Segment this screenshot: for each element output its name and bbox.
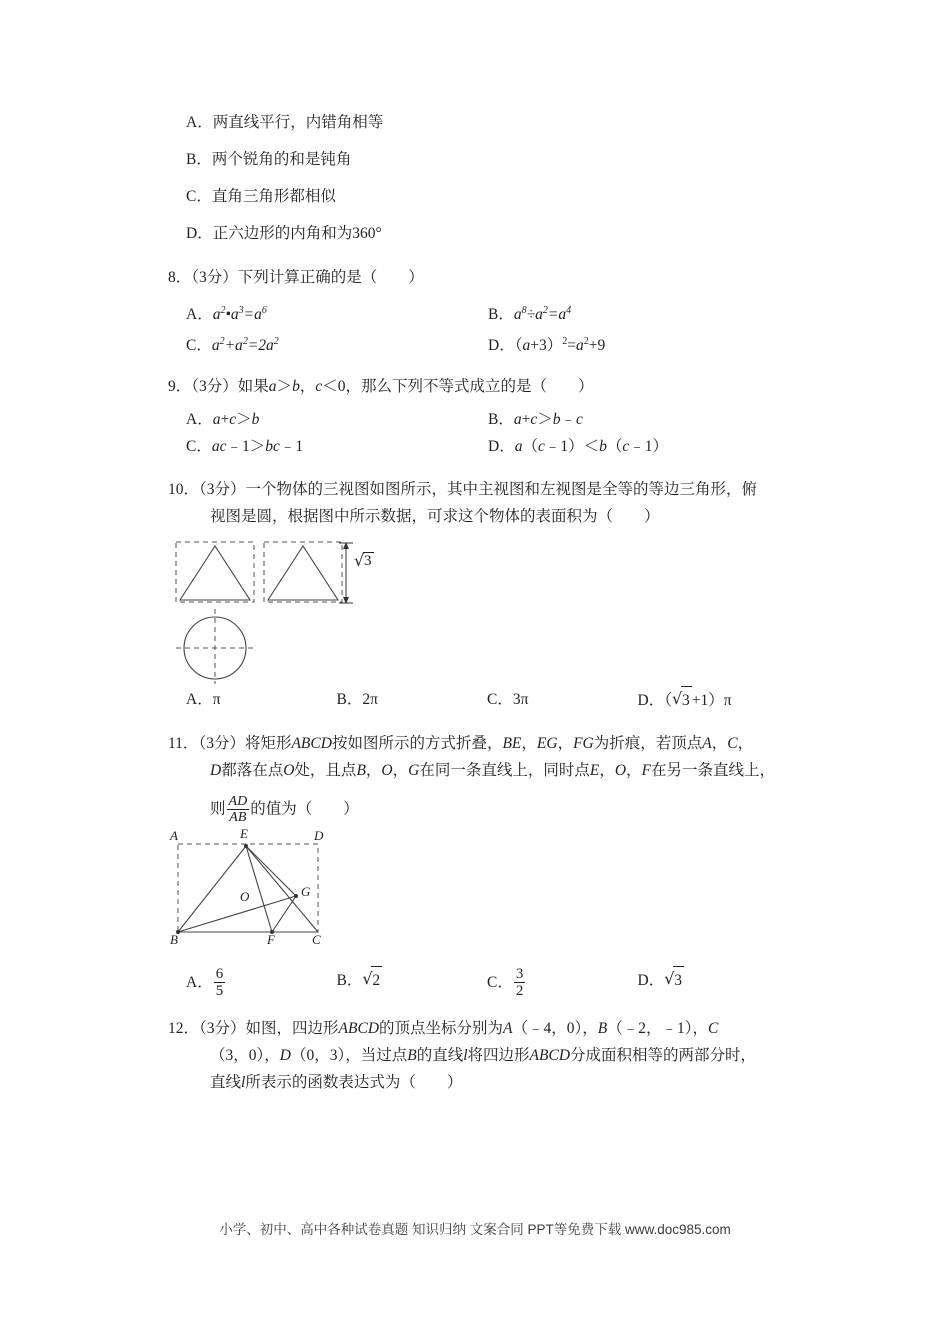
q11-score: （3分） [198, 735, 245, 753]
q8-option-a-label: A． [186, 306, 213, 324]
q9-options-row-2 [168, 433, 788, 460]
q10-option-b: B．2π [336, 691, 378, 709]
q11-label-A: A [170, 827, 178, 843]
q7-option-b: B．两个锐角的和是钝角 [186, 151, 352, 168]
q9-stem-text: 如果a＞b，c＜0，那么下列不等式成立的是（ ） [237, 378, 594, 396]
q10-option-a: A．π [186, 691, 221, 709]
q8-option-a-expr: $a^2•a^3=a^6$ [212, 305, 267, 324]
q10-stem-text-1: 一个物体的三视图如图所示，其中主视图和左视图是全等的等边三角形，俯 [245, 481, 758, 499]
q8-option-d [488, 328, 788, 359]
q9-score: （3分） [191, 378, 238, 396]
q8-options-row-2 [168, 328, 788, 359]
q11-label-E: E [240, 825, 248, 841]
question-12 [168, 1015, 788, 1096]
q10-stem-line-2: 视图是圆，根据图中所示数据，可求这个物体的表面积为（ ） [210, 508, 660, 526]
q9-option-c: C．ac﹣1＞bc﹣1 [186, 438, 304, 456]
q8-options-row-1 [168, 297, 788, 328]
q11-option-b: B． √ 2 [337, 966, 488, 999]
q11-label-B: B [170, 931, 178, 947]
q7-option-d: D．正六边形的内角和为360° [186, 225, 382, 242]
q10-number: 10． [168, 481, 200, 499]
question-7-options [168, 104, 788, 252]
q8-option-d-label: D． [488, 337, 515, 355]
q8-score: （3分） [191, 269, 238, 286]
q12-stem-line-2: （3，0），D（0，3），当过点B的直线l将四边形ABCD分成面积相等的两部分时， [210, 1046, 757, 1064]
q11-figure-labels [168, 825, 428, 952]
question-9 [168, 373, 788, 460]
q12-stem-text-1: 如图，四边形ABCD的顶点坐标分别为A（﹣4，0），B（﹣2，﹣1），C [245, 1019, 719, 1037]
q9-option-b: B．a+c＞b﹣c [488, 411, 583, 429]
q11-option-d: D． √ 3 [638, 966, 789, 999]
q9-options-row-1 [168, 406, 788, 433]
q10-options-row [168, 686, 788, 714]
q10-option-d: D．（ √ 3 +1）π [638, 686, 789, 714]
q8-option-d-expr: $(a+3)^2=a^2+9$ [514, 336, 606, 355]
q12-stem-line-1 [168, 1015, 788, 1042]
q10-stem-line-1 [168, 476, 788, 503]
q8-number: 8． [168, 269, 192, 286]
q7-option-a: A．两直线平行，内错角相等 [186, 114, 384, 131]
q11-label-F: F [267, 931, 275, 947]
q8-option-a [168, 297, 488, 328]
q11-stem-line-3-prefix: 则 [210, 800, 226, 818]
q11-stem-text-1: 将矩形ABCD按如图所示的方式折叠，BE，EG，FG为折痕，若顶点A，C， [244, 735, 754, 753]
q11-number: 11． [168, 735, 199, 753]
q10-figure-dimension-label: √ 3 [354, 552, 374, 570]
q11-label-G: G [301, 883, 311, 899]
q9-stem [168, 373, 788, 400]
q11-label-C: C [312, 931, 321, 947]
q11-option-a: A． $\frac{6}{5}$ [186, 965, 224, 999]
q11-stem-line-1 [168, 730, 788, 757]
question-8 [168, 264, 788, 359]
page-footer: 小学、初中、高中各种试卷真题 知识归纳 文案合同 PPT等免费下载 www.doc985.com [219, 1222, 731, 1237]
q8-option-b [488, 297, 788, 328]
q8-option-c-label: C． [186, 337, 212, 355]
q9-option-a: A．a+c＞b [186, 411, 260, 429]
q7-option-c: C．直角三角形都相似 [186, 188, 336, 205]
q8-stem [168, 264, 788, 291]
q12-stem-line-3: 直线l所表示的函数表达式为（ ） [210, 1073, 463, 1091]
q9-option-d: D．a（c﹣1）＜b（c﹣1） [488, 438, 669, 456]
q9-number: 9． [168, 378, 192, 396]
q11-ratio-fraction: $\frac{AD}{AB}$ [228, 794, 248, 826]
exam-content [168, 104, 788, 1096]
q12-number: 12． [168, 1019, 200, 1037]
q11-label-O: O [240, 888, 250, 904]
q10-figure [168, 536, 788, 684]
q8-option-c [168, 328, 488, 359]
q11-stem-line-3 [168, 794, 788, 825]
question-11 [168, 730, 788, 999]
q11-label-D: D [314, 827, 324, 843]
q11-option-c: C． $\frac{3}{2}$ [487, 965, 524, 999]
q10-score: （3分） [199, 481, 246, 499]
q8-option-c-expr: $a^2+a^2=2a^2$ [211, 336, 279, 355]
q12-score: （3分） [199, 1019, 246, 1037]
q11-options-row [168, 966, 788, 999]
q8-stem-text: 下列计算正确的是（ ） [237, 269, 424, 286]
question-10 [168, 476, 788, 714]
q11-figure [168, 825, 788, 952]
q8-option-b-expr: $a^8\div a^2=a^4$ [513, 305, 572, 324]
q10-option-c: C．3π [487, 691, 529, 709]
q8-option-b-label: B． [488, 306, 514, 324]
q11-stem-line-2: D都落在点O处，且点B，O，G在同一条直线上，同时点E，O，F在另一条直线上， [210, 762, 776, 780]
q11-stem-line-3-suffix: 的值为（ ） [250, 800, 359, 818]
